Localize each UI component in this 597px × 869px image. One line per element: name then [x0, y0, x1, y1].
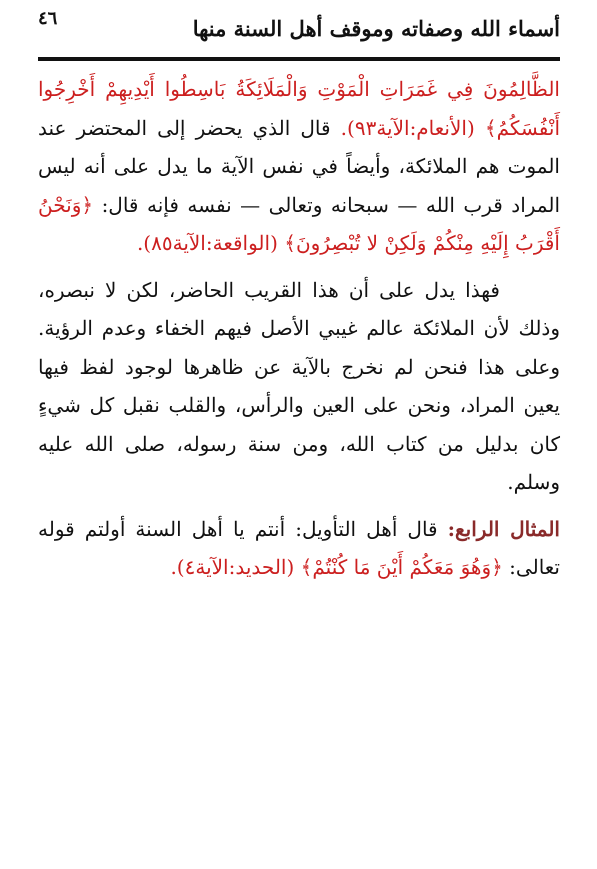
paragraph-2: [38, 271, 560, 502]
paragraph-text: قال أهل التأويل: أنتم يا أهل السنة أولتم قوله تعالى:: [38, 516, 560, 579]
page-header: [38, 6, 560, 50]
quran-verse: الظَّالِمُونَ فِي غَمَرَاتِ الْمَوْتِ وَالْمَلَائِكَةُ بَاسِطُوا أَيْدِيهِمْ أَخْرِجُوا أَنْفُسَكُمُ﴾: [38, 77, 560, 140]
quran-verse: ﴿وَهُوَ مَعَكُمْ أَيْنَ مَا كُنْتُمْ﴾: [300, 555, 503, 579]
paragraph-3: [38, 510, 560, 587]
paragraph-text: قال الذي يحضر إلى المحتضر عند الموت هم الملائكة، وأيضاً في نفس الآية ما يدل على أنه ليس المراد قرب الله — سبحانه وتعالى — نفسه فإنه قال:: [38, 115, 560, 217]
example-label: المثال الرابع:: [447, 516, 560, 541]
body-text: [38, 70, 560, 587]
paragraph-1: [38, 70, 560, 263]
page-number: ٤٦: [38, 8, 58, 29]
quran-verse: ﴿وَنَحْنُ أَقْرَبُ إِلَيْهِ مِنْكُمْ وَلَكِنْ لا تُبْصِرُونَ﴾: [38, 192, 560, 255]
paragraph-text: فهذا يدل على أن هذا القريب الحاضر، لكن لا نبصره، وذلك لأن الملائكة عالم غيبي الأصل فيهم الخفاء وعدم الرؤية. وعلى هذا فنحن لم نخرج بالآية عن ظاهرها لوجود لفظ فيها يعين المراد، ونحن على العين والرأس، والقلب نقبل كل شيءٍ كان بدليل من كتاب الله، ومن سنة رسوله، صلى الله عليه وسلم.: [38, 277, 560, 494]
verse-reference: (الأنعام:الآية٩٣).: [340, 115, 485, 140]
verse-reference: (الواقعة:الآية٨٥).: [136, 231, 285, 255]
verse-reference: (الحديد:الآية٤).: [170, 555, 301, 579]
header-rule: [38, 57, 560, 61]
running-title: أسماء الله وصفاته وموقف أهل السنة منها: [192, 16, 560, 41]
